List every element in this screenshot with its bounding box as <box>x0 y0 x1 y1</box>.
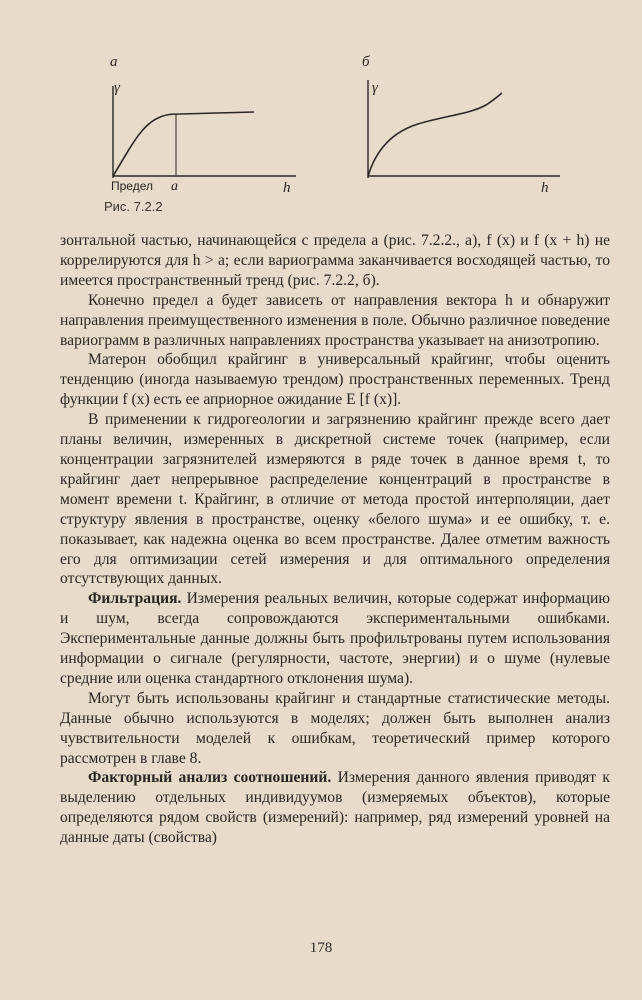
paragraph: Факторный анализ соотношений. Измерения данного явления приводят к выделению отдельных индивидуумов (измеряемых объектов), которые определяются рядом свойств (измерений): например, ряд измерений уровней на данные даты (свойства) <box>60 769 610 847</box>
paragraph: Конечно предел a будет зависеть от направления вектора h и обнаружит направления преимущественного изменения в поле. Обычно различное поведение вариограмм в различных направлениях пространства указывает на анизотропию. <box>60 291 610 349</box>
panel-b-curve <box>368 93 502 176</box>
section-heading-factor-analysis: Факторный анализ соотношений. <box>88 769 332 787</box>
panel-b-y-axis-label: γ <box>372 80 378 96</box>
panel-a-label: а <box>110 54 118 70</box>
figure-7-2-2 <box>0 0 642 240</box>
panel-a-curve <box>113 112 254 176</box>
panel-a-x-tick-a: а <box>171 179 178 194</box>
paragraph: В применении к гидрогеологии и загрязнению крайгинг прежде всего дает планы величин, измеренных в дискретной системе точек (например, если концентрации загрязнителей измеряются в ряде точек в данное время t, то крайгинг дает непрерывное распределение концентраций в пространстве в момент времени t. Крайгинг, в отличие от метода простой интерполяции, дает структуру явления в пространстве, оценку «белого шума» и ее ошибку, т. е. показывает, как надежна оценка во всем пространстве. Далее отметим важность его для оптимизации сетей измерения и для оптимального определения отсутствующих данных. <box>60 411 610 588</box>
paragraph: Матерон обобщил крайгинг в универсальный крайгинг, чтобы оценить тенденцию (иногда называемую трендом) пространственных переменных. Тренд функции f (x) есть ее априорное ожидание E [f (x)]. <box>60 351 610 409</box>
paragraph: Фильтрация. Измерения реальных величин, которые содержат информацию и шум, всегда сопровождаются экспериментальными ошибками. Экспериментальные данные должны быть профильтрованы путем использования информации о сигнале (регулярности, частоте, энергии) и о шуме (нулевые средние или оценка стандартного отклонения шума). <box>60 590 610 687</box>
panel-b-x-axis-label: h <box>541 180 549 196</box>
figure-caption: Рис. 7.2.2 <box>104 199 163 214</box>
panel-a-y-axis-label: γ <box>114 80 120 96</box>
panel-a-x-tick-limit: Предел <box>111 179 153 193</box>
panel-a-x-axis-label: h <box>283 180 291 196</box>
paragraph: зонтальной частью, начинающейся с предела a (рис. 7.2.2., а), f (x) и f (x + h) не коррелируются для h > a; если вариограмма заканчивается восходящей частью, то имеется пространственный тренд (рис. 7.2.2, б). <box>60 232 610 289</box>
body-text <box>60 231 610 848</box>
page-number: 178 <box>309 940 333 956</box>
paragraph: Могут быть использованы крайгинг и стандартные статистические методы. Данные обычно используются в моделях; должен быть выполнен анализ чувствительности моделей к ошибкам, теоретический пример которого рассмотрен в главе 8. <box>60 689 610 767</box>
section-heading-filtering: Фильтрация. <box>88 590 182 608</box>
panel-b-label: б <box>362 54 370 70</box>
